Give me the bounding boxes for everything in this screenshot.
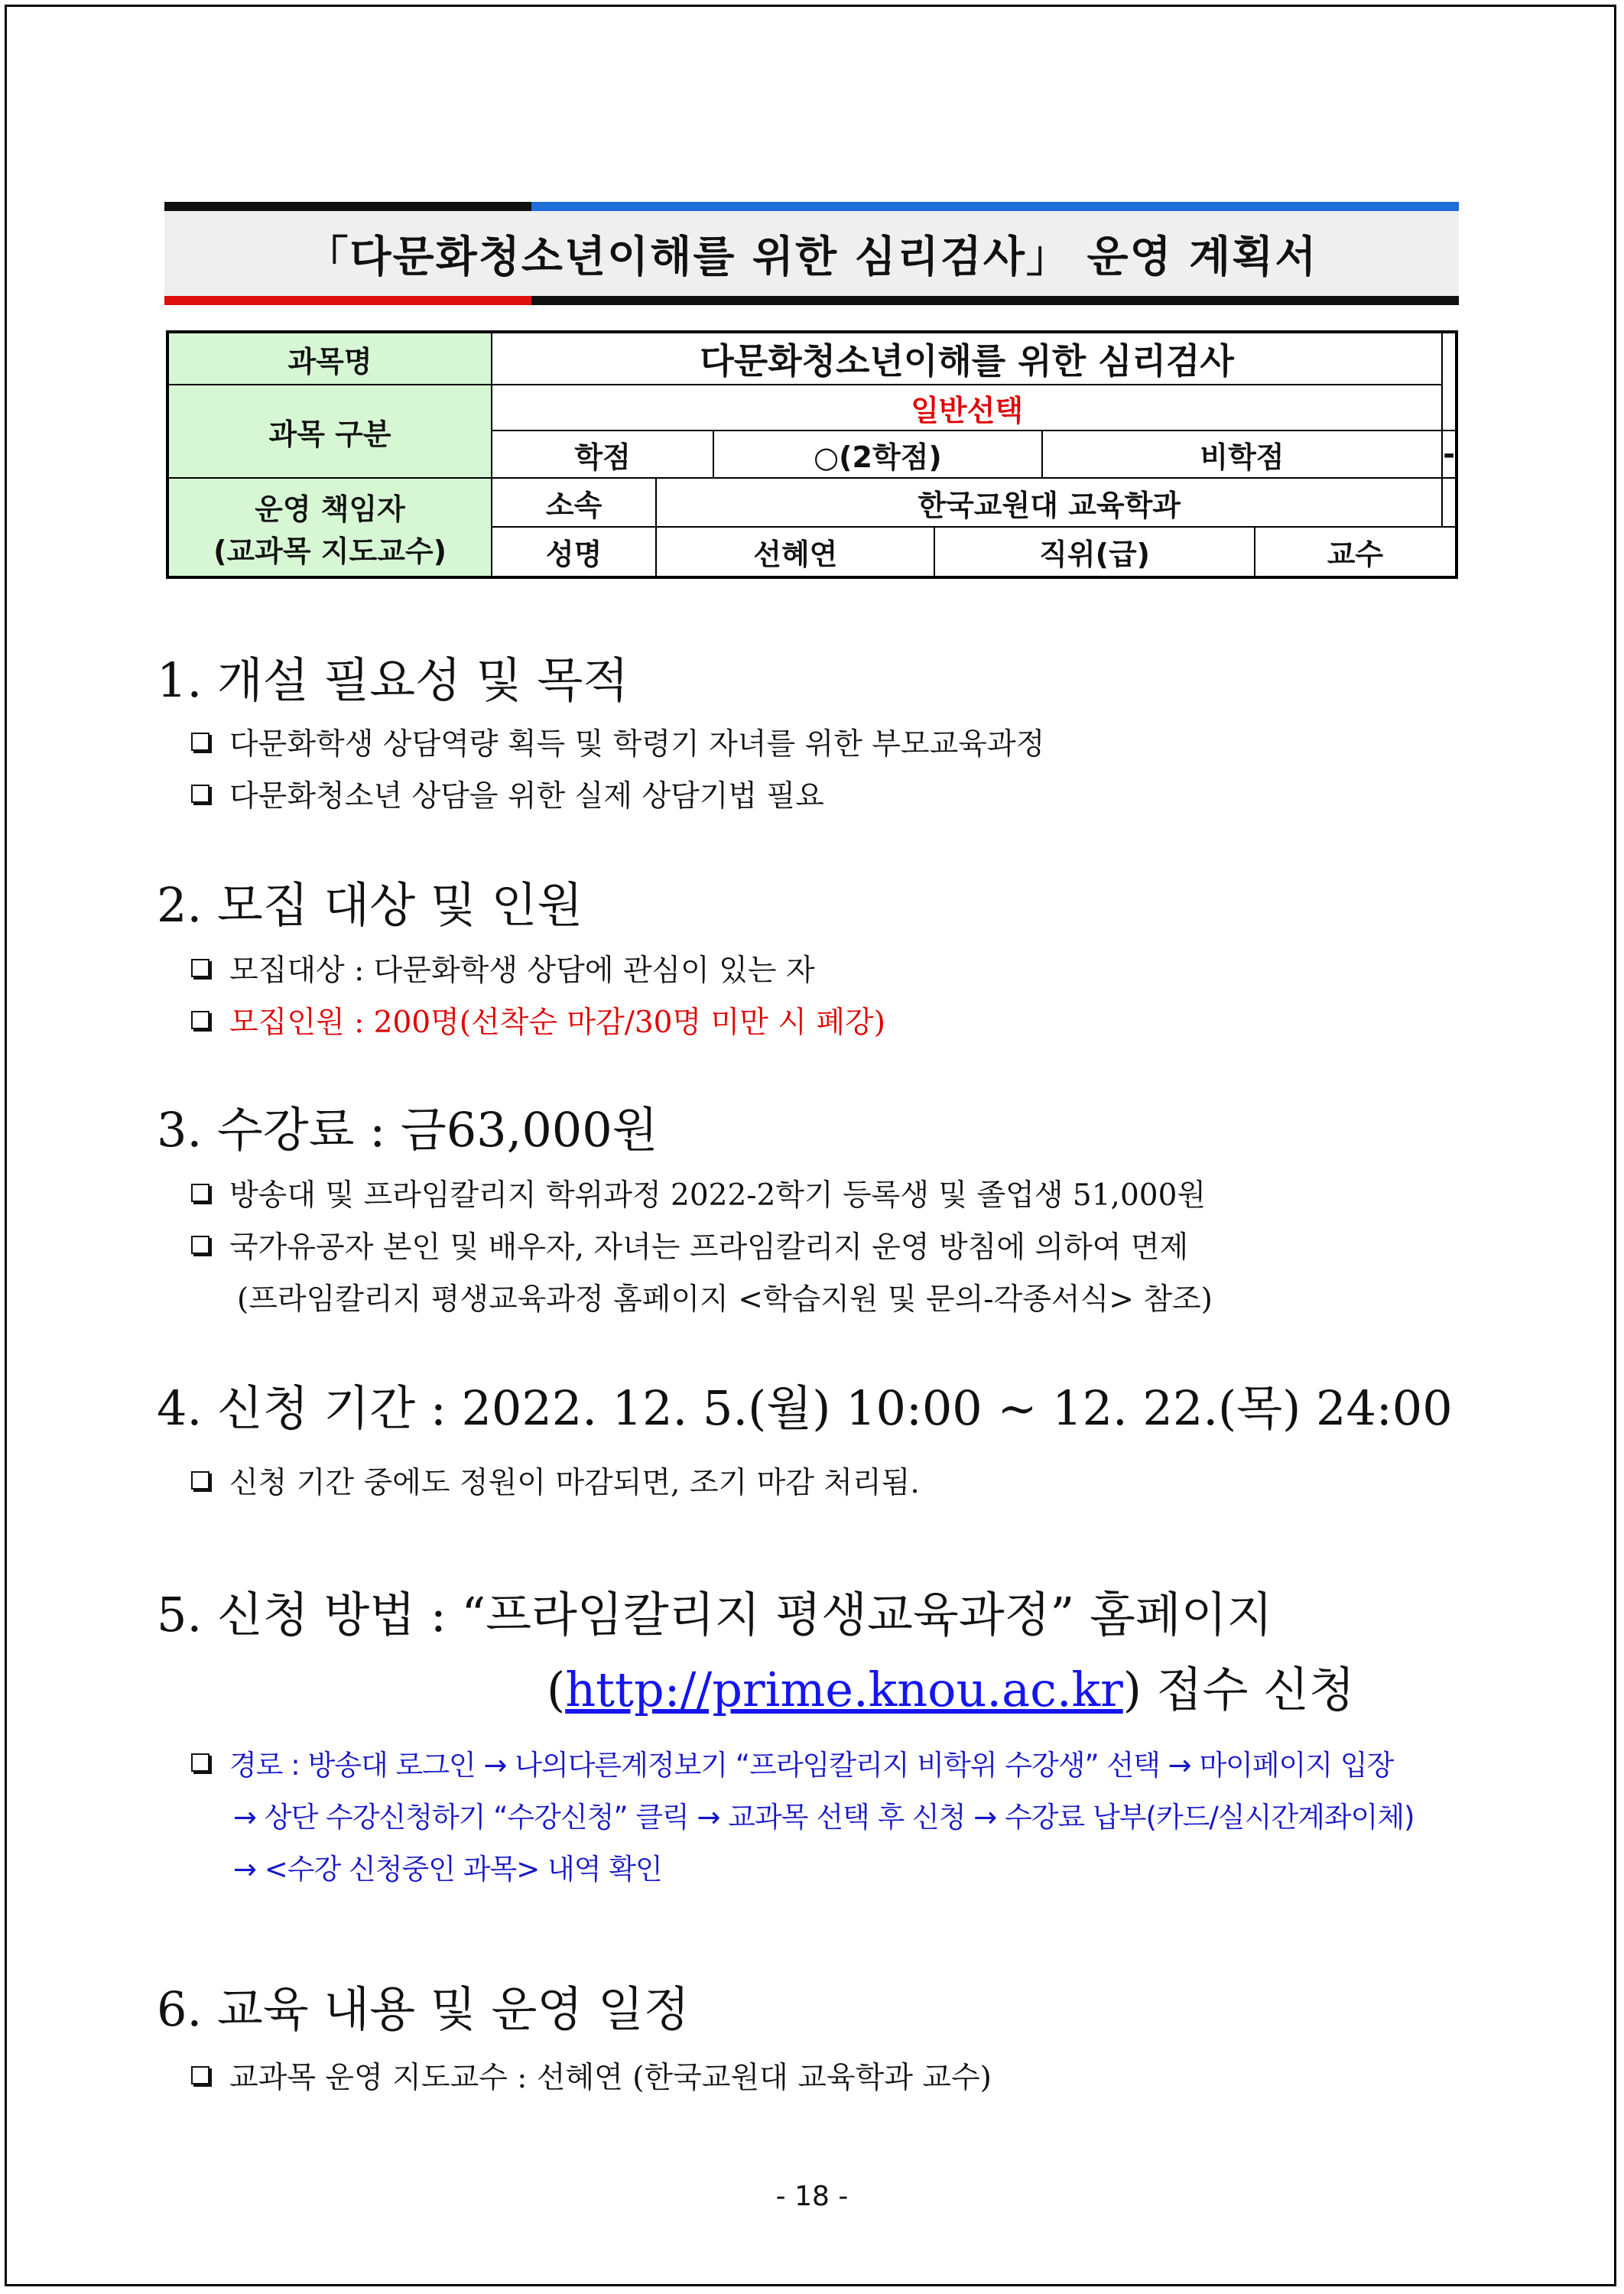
paren-open: ( [547,1662,566,1717]
bullet-text: 방송대 및 프라임칼리지 학위과정 2022-2학기 등록생 및 졸업생 51,000원 [229,1178,1207,1213]
section-5-subtitle [547,1652,1355,1720]
course-name-value: 다문화청소년이해를 위한 심리검사 [492,332,1442,385]
course-info-table [166,330,1458,579]
checkbox-bullet-icon [191,1471,209,1490]
link-trailing-text: ) 접수 신청 [1122,1662,1355,1717]
section-2-item [191,947,815,989]
manager-label-line1: 운영 책임자 [255,492,405,526]
route-line-1: 경로 : 방송대 로그인 → 나의다른계정보기 “프라임칼리지 비학위 수강생” 선택 → 마이페이지 입장 [229,1749,1394,1782]
affiliation-value: 한국교원대 교육학과 [656,478,1442,527]
route-line-3: → <수강 신청중인 과목> 내역 확인 [233,1853,662,1886]
position-value: 교수 [1255,527,1457,577]
checkbox-bullet-icon [191,1236,209,1254]
page-number: - 18 - [775,2181,849,2212]
section-2-title: 2. 모집 대상 및 인원 [157,877,583,933]
course-name-label: 과목명 [167,332,492,385]
checkbox-bullet-icon [191,733,209,751]
section-1-title: 1. 개설 필요성 및 목적 [157,652,629,708]
section-5-route [191,1742,1393,1783]
section-3-title: 3. 수강료 : 금63,000원 [157,1102,658,1158]
section-2-item [191,999,885,1041]
noncredit-label: 비학점 [1042,431,1443,478]
homepage-link[interactable]: http://prime.knou.ac.kr [565,1662,1123,1717]
bullet-text: 다문화학생 상담역량 획득 및 학령기 자녀를 위한 부모교육과정 [229,727,1045,762]
affiliation-label: 소속 [492,478,656,527]
document-title: 「다문화청소년이해를 위한 심리검사」 운영 계획서 [305,232,1318,282]
banner-background [164,211,1459,296]
section-1-item [191,772,824,815]
section-6-title: 6. 교육 내용 및 운영 일정 [157,1981,690,2037]
position-label: 직위(급) [934,527,1254,577]
name-value: 선혜연 [656,527,934,577]
category-value: 일반선택 [492,385,1442,431]
checkbox-bullet-icon [191,1753,209,1772]
section-3-item [191,1171,1206,1214]
section-4-item [191,1459,920,1502]
manager-label [167,478,492,577]
checkbox-bullet-icon [191,2066,209,2084]
banner-top-bar [164,202,1459,211]
section-6-item [191,2054,992,2097]
section-4-title: 4. 신청 기간 : 2022. 12. 5.(월) 10:00 ~ 12. 22.(목) 24:00 [157,1380,1453,1436]
category-label: 과목 구분 [167,385,492,478]
bullet-text: 다문화청소년 상담을 위한 실제 상담기법 필요 [229,779,824,814]
credit-value: ○(2학점) [713,431,1042,478]
bullet-text: 모집인원 : 200명(선착순 마감/30명 미만 시 폐강) [229,1006,885,1040]
credit-label: 학점 [492,431,713,478]
checkbox-bullet-icon [191,785,209,803]
bullet-text: 국가유공자 본인 및 배우자, 자녀는 프라임칼리지 운영 방침에 의하여 면제 [229,1230,1189,1265]
checkbox-bullet-icon [191,1184,209,1202]
bullet-text: 신청 기간 중에도 정원이 마감되면, 조기 마감 처리됨. [229,1466,920,1500]
noncredit-value: - [1442,431,1457,478]
name-label: 성명 [492,527,656,577]
section-5-title: 5. 신청 방법 : “프라임칼리지 평생교육과정” 홈페이지 [157,1587,1273,1643]
manager-label-line2: (교과목 지도교수) [213,534,447,568]
bullet-text: 교과목 운영 지도교수 : 선혜연 (한국교원대 교육학과 교수) [229,2061,992,2095]
section-3-item [191,1223,1188,1266]
checkbox-bullet-icon [191,959,209,977]
route-line-2: → 상단 수강신청하기 “수강신청” 클릭 → 교과목 선택 후 신청 → 수강료 납부(카드/실시간계좌이체) [233,1801,1415,1834]
checkbox-bullet-icon [191,1011,209,1029]
section-3-continuation: (프라임칼리지 평생교육과정 홈페이지 <학습지원 및 문의-각종서식> 참조) [237,1282,1213,1317]
bullet-text: 모집대상 : 다문화학생 상담에 관심이 있는 자 [229,954,815,988]
section-1-item [191,720,1044,763]
banner-bottom-bar [164,296,1459,305]
title-banner [164,202,1459,305]
